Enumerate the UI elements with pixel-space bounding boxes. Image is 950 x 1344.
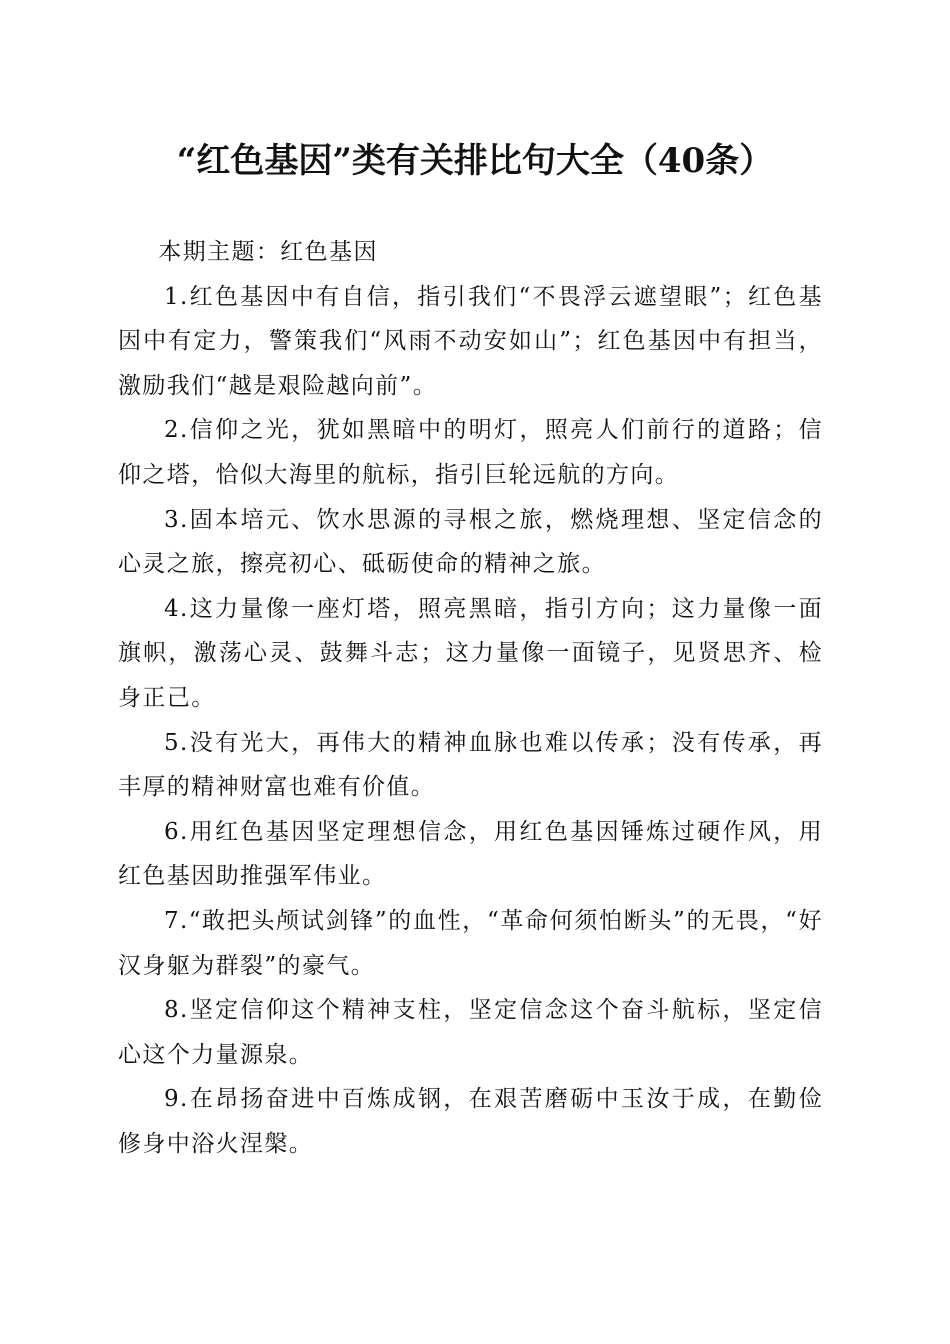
document-body <box>118 230 823 1166</box>
item-2: 2.信仰之光，犹如黑暗中的明灯，照亮人们前行的道路；信仰之塔，恰似大海里的航标，指引巨轮远航的方向。 <box>118 417 823 488</box>
item-5: 5.没有光大，再伟大的精神血脉也难以传承；没有传承，再丰厚的精神财富也难有价值。 <box>118 729 823 801</box>
item-7: 7.“敢把头颅试剑锋”的血性，“革命何须怕断头”的无畏，“好汉身躯为群裂”的豪气。 <box>118 907 823 979</box>
document-title: “红色基因”类有关排比句大全（40条） <box>176 141 774 181</box>
item-1: 1.红色基因中有自信，指引我们“不畏浮云遮望眼”；红色基因中有定力，警策我们“风雨不动安如山”；红色基因中有担当，激励我们“越是艰险越向前”。 <box>118 283 823 399</box>
item-9: 9.在昂扬奋进中百炼成钢，在艰苦磨砺中玉汝于成，在勤俭修身中浴火涅槃。 <box>118 1086 823 1157</box>
topic-line: 本期主题：红色基因 <box>158 239 378 265</box>
item-4: 4.这力量像一座灯塔，照亮黑暗，指引方向；这力量像一面旗帜，激荡心灵、鼓舞斗志；这力量像一面镜子，见贤思齐、检身正己。 <box>118 595 823 711</box>
item-3: 3.固本培元、饮水思源的寻根之旅，燃烧理想、坚定信念的心灵之旅，擦亮初心、砥砺使命的精神之旅。 <box>118 506 823 578</box>
item-8: 8.坚定信仰这个精神支柱，坚定信念这个奋斗航标，坚定信心这个力量源泉。 <box>118 997 823 1068</box>
item-6: 6.用红色基因坚定理想信念，用红色基因锤炼过硬作风，用红色基因助推强军伟业。 <box>118 818 823 890</box>
